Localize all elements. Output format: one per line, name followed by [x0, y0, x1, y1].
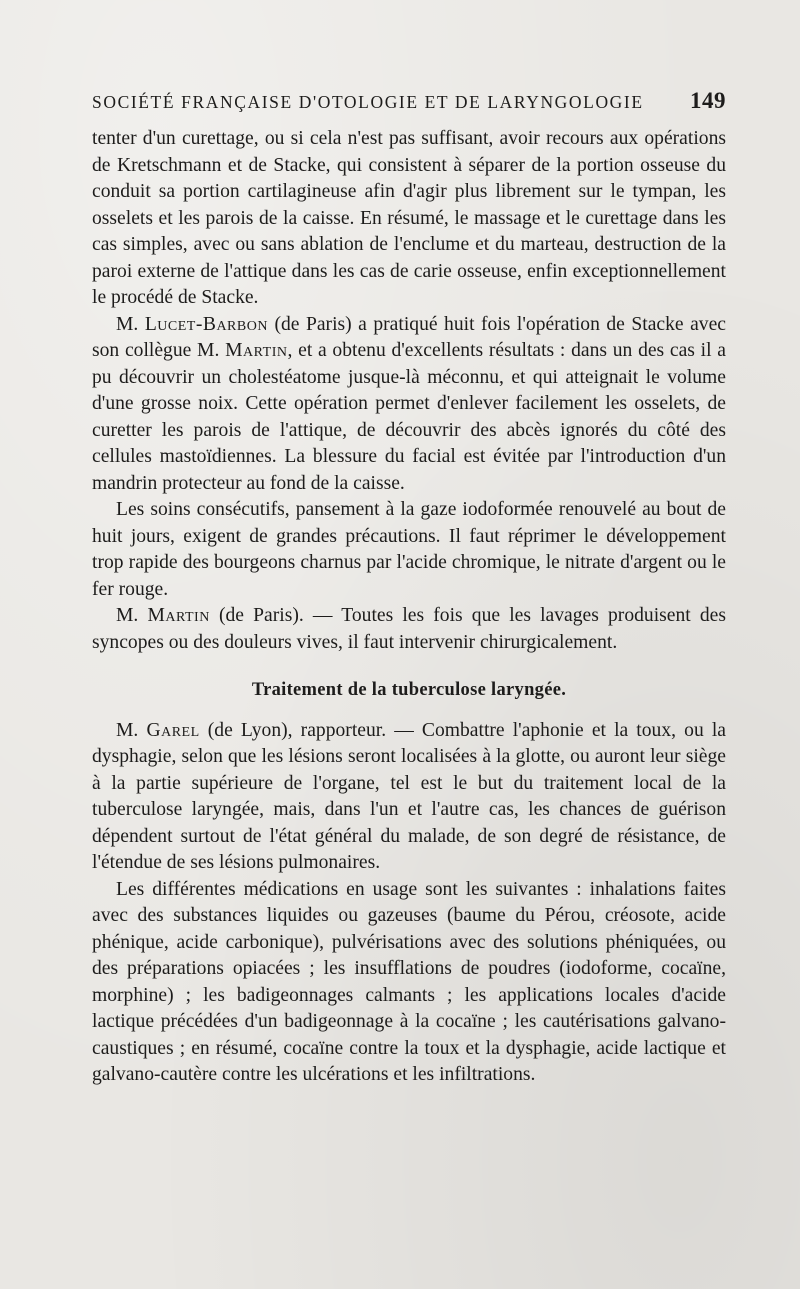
speaker-prefix: M. — [116, 719, 139, 741]
speaker-prefix: M. — [116, 313, 139, 335]
paragraph-garel — [92, 718, 726, 877]
paragraph-text: (de Paris). — Toutes les fois que les lavages produisent des syncopes ou des douleurs vives, il faut intervenir chirurgicalement. — [92, 605, 726, 653]
speaker-name: Martin — [147, 605, 210, 626]
paragraph-text: (de Paris) a pratiqué huit fois l'opération de Stacke avec son collègue M. — [92, 313, 726, 361]
paragraph-medications — [92, 877, 726, 1089]
paragraph-text: (de Lyon), rapporteur. — Combattre l'aphonie et la toux, ou la dysphagie, selon que les lésions seront localisées à la glotte, ou auront leur siège à la partie supérieure de l'organe, tel est le but du traitement local de la tuberculose laryngée, mais, dans l'un et l'autre cas, les chances de guérison dépendent surtout de l'état général du malade, de son degré de résistance, de l'étendue de ses lésions pulmonaires. — [92, 719, 726, 873]
running-title: SOCIÉTÉ FRANÇAISE D'OTOLOGIE ET DE LARYNGOLOGIE — [92, 92, 644, 112]
paragraph-text: Les différentes médications en usage sont les suivantes : inhalations faites avec des substances liquides ou gazeuses (baume du Pérou, créosote, acide phénique, acide carbonique), pulvérisations avec des solutions phéniquées, ou des préparations opiacées ; les insufflations de poudres (iodoforme, cocaïne, morphine) ; les badigeonnages calmants ; les applications locales d'acide lactique précédées d'un badigeonnage à la cocaïne ; les cautérisations galvano-caustiques ; en résumé, cocaïne contre la toux et la dysphagie, acide lactique et galvano-cautère contre les ulcérations et les infiltrations. — [92, 878, 726, 1085]
speaker-name: Lucet-Barbon — [144, 313, 268, 335]
paragraph-martin — [92, 603, 726, 656]
section-heading: Traitement de la tuberculose laryngée. — [251, 680, 567, 700]
speaker-prefix: M. — [116, 605, 139, 626]
person-name: Martin — [225, 340, 288, 361]
paragraph-text: Les soins consécutifs, pansement à la gaze iodoformée renouvelé au bout de huit jours, exigent de grandes précautions. Il faut réprimer le développement trop rapide des bourgeons charnus par l'acide chromique, le nitrate d'argent ou le fer rouge. — [92, 499, 726, 600]
paragraph-continuation — [92, 126, 726, 312]
body-text — [92, 126, 726, 1089]
paragraph-text: , et a obtenu d'excellents résultats : dans un des cas il a pu découvrir un cholestéatome jusque-là méconnu, et qui atteignait le volume d'une grosse noix. Cette opération permet d'enlever facilement les osselets, de curetter les parois de l'attique, de découvrir des abcès ignorés du côté des cellules mastoïdiennes. La blessure du facial est évitée par l'introduction d'un mandrin protecteur au fond de la caisse. — [92, 340, 726, 494]
paragraph-lucet-barbon — [92, 312, 726, 498]
running-head — [92, 88, 732, 118]
paragraph-soins — [92, 497, 726, 603]
page-number: 149 — [690, 88, 726, 113]
speaker-name: Garel — [146, 719, 200, 741]
paragraph-text: tenter d'un curettage, ou si cela n'est pas suffisant, avoir recours aux opérations de Kretschmann et de Stacke, qui consistent à séparer de la portion osseuse du conduit sa portion cartilagineuse afin d'agir plus librement sur le tympan, les osselets et les parois de la caisse. En résumé, le massage et le curettage dans les cas simples, avec ou sans ablation de l'enclume et du marteau, destruction de la paroi externe de l'attique dans les cas de carie osseuse, enfin exceptionnellement le procédé de Stacke. — [92, 128, 726, 308]
